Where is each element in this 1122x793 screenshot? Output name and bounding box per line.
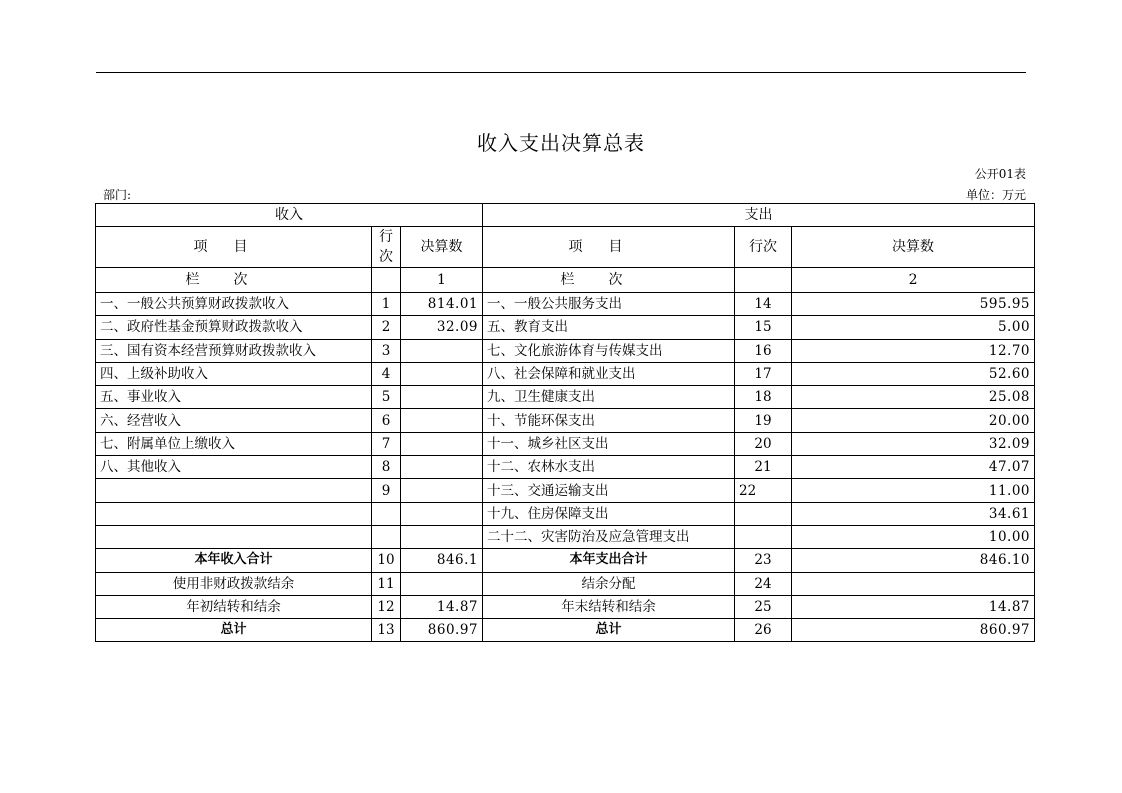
income-col-label: 栏次 bbox=[96, 268, 372, 293]
income-amount bbox=[401, 525, 483, 548]
grand-expense-amount: 860.97 bbox=[792, 619, 1035, 642]
income-amount bbox=[401, 409, 483, 432]
income-amount bbox=[401, 339, 483, 362]
table-row bbox=[96, 386, 1035, 409]
expense-item: 十、节能环保支出 bbox=[483, 409, 735, 432]
expense-row-no: 19 bbox=[735, 409, 792, 432]
grand-total-row bbox=[96, 619, 1035, 642]
expense-item: 八、社会保障和就业支出 bbox=[483, 362, 735, 385]
income-item: 八、其他收入 bbox=[96, 456, 372, 479]
annual-total-row bbox=[96, 549, 1035, 572]
distribution-label: 结余分配 bbox=[483, 572, 735, 595]
grand-income-amount: 860.97 bbox=[401, 619, 483, 642]
page-title: 收入支出决算总表 bbox=[477, 131, 645, 155]
expense-amount: 10.00 bbox=[792, 525, 1035, 548]
expense-item: 十三、交通运输支出 bbox=[483, 479, 735, 502]
expense-amount: 20.00 bbox=[792, 409, 1035, 432]
income-row-no: 4 bbox=[372, 362, 401, 385]
income-amount bbox=[401, 362, 483, 385]
income-total-amount: 846.1 bbox=[401, 549, 483, 572]
expense-total-amount: 846.10 bbox=[792, 549, 1035, 572]
expense-item: 二十二、灾害防治及应急管理支出 bbox=[483, 525, 735, 548]
opening-label: 年初结转和结余 bbox=[96, 595, 372, 618]
table-row bbox=[96, 432, 1035, 455]
expense-total-label: 本年支出合计 bbox=[483, 549, 735, 572]
expense-amount: 11.00 bbox=[792, 479, 1035, 502]
table-row bbox=[96, 316, 1035, 339]
income-item: 五、事业收入 bbox=[96, 386, 372, 409]
expense-item: 五、教育支出 bbox=[483, 316, 735, 339]
expense-row-no: 17 bbox=[735, 362, 792, 385]
grand-expense-label: 总计 bbox=[483, 619, 735, 642]
expense-item: 十一、城乡社区支出 bbox=[483, 432, 735, 455]
income-amount bbox=[401, 432, 483, 455]
expense-amount: 595.95 bbox=[792, 293, 1035, 316]
top-rule bbox=[96, 72, 1026, 73]
grand-income-no: 13 bbox=[372, 619, 401, 642]
income-item: 六、经营收入 bbox=[96, 409, 372, 432]
income-item bbox=[96, 525, 372, 548]
income-item bbox=[96, 502, 372, 525]
income-row-no-header bbox=[372, 227, 401, 268]
income-row-no: 9 bbox=[372, 479, 401, 502]
expense-row-no-header: 行次 bbox=[735, 227, 792, 268]
expense-item: 七、文化旅游体育与传媒支出 bbox=[483, 339, 735, 362]
closing-amount: 14.87 bbox=[792, 595, 1035, 618]
expense-col-no: 2 bbox=[792, 268, 1035, 293]
table-row bbox=[96, 409, 1035, 432]
distribution-no: 24 bbox=[735, 572, 792, 595]
expense-amount: 5.00 bbox=[792, 316, 1035, 339]
unit-label: 单位：万元 bbox=[965, 188, 1026, 202]
expense-row-no: 20 bbox=[735, 432, 792, 455]
expense-row-no: 16 bbox=[735, 339, 792, 362]
expense-amount: 52.60 bbox=[792, 362, 1035, 385]
row-no-top: 行 bbox=[379, 229, 393, 245]
income-row-no: 1 bbox=[372, 293, 401, 316]
income-item: 一、一般公共预算财政拨款收入 bbox=[96, 293, 372, 316]
expense-item: 九、卫生健康支出 bbox=[483, 386, 735, 409]
row-no-bottom: 次 bbox=[379, 249, 393, 265]
expense-amount: 32.09 bbox=[792, 432, 1035, 455]
opening-no: 12 bbox=[372, 595, 401, 618]
income-amount bbox=[401, 479, 483, 502]
nonfiscal-label: 使用非财政拨款结余 bbox=[96, 572, 372, 595]
income-item-header: 项目 bbox=[96, 227, 372, 268]
header-main-row bbox=[96, 204, 1035, 227]
expense-row-no: 21 bbox=[735, 456, 792, 479]
income-amount bbox=[401, 456, 483, 479]
table-row bbox=[96, 362, 1035, 385]
income-row-no: 6 bbox=[372, 409, 401, 432]
income-header: 收入 bbox=[96, 204, 483, 227]
income-row-no bbox=[372, 525, 401, 548]
expense-row-no: 15 bbox=[735, 316, 792, 339]
expense-row-no: 18 bbox=[735, 386, 792, 409]
income-item: 二、政府性基金预算财政拨款收入 bbox=[96, 316, 372, 339]
income-total-label: 本年收入合计 bbox=[96, 549, 372, 572]
expense-amount: 25.08 bbox=[792, 386, 1035, 409]
income-row-no: 8 bbox=[372, 456, 401, 479]
table-row bbox=[96, 525, 1035, 548]
income-row-no: 3 bbox=[372, 339, 401, 362]
closing-no: 25 bbox=[735, 595, 792, 618]
distribution-amount bbox=[792, 572, 1035, 595]
income-amount bbox=[401, 502, 483, 525]
income-col-no: 1 bbox=[401, 268, 483, 293]
table-row bbox=[96, 293, 1035, 316]
department-label: 部门: bbox=[103, 188, 132, 202]
grand-income-label: 总计 bbox=[96, 619, 372, 642]
income-row-no bbox=[372, 502, 401, 525]
income-row-no: 5 bbox=[372, 386, 401, 409]
expense-total-no: 23 bbox=[735, 549, 792, 572]
expense-item: 十二、农林水支出 bbox=[483, 456, 735, 479]
income-item: 四、上级补助收入 bbox=[96, 362, 372, 385]
form-code: 公开01表 bbox=[974, 167, 1026, 181]
expense-item: 一、一般公共服务支出 bbox=[483, 293, 735, 316]
expense-amount: 47.07 bbox=[792, 456, 1035, 479]
income-item bbox=[96, 479, 372, 502]
table-row bbox=[96, 339, 1035, 362]
opening-amount: 14.87 bbox=[401, 595, 483, 618]
expense-row-no: 14 bbox=[735, 293, 792, 316]
closing-label: 年末结转和结余 bbox=[483, 595, 735, 618]
income-expense-table bbox=[95, 203, 1035, 642]
header-sub-row bbox=[96, 227, 1035, 268]
header-col-row bbox=[96, 268, 1035, 293]
expense-header: 支出 bbox=[483, 204, 1035, 227]
income-amount-header: 决算数 bbox=[401, 227, 483, 268]
income-row-no: 7 bbox=[372, 432, 401, 455]
grand-expense-no: 26 bbox=[735, 619, 792, 642]
expense-row-no bbox=[735, 525, 792, 548]
income-row-no: 2 bbox=[372, 316, 401, 339]
income-amount bbox=[401, 386, 483, 409]
expense-row-no bbox=[735, 502, 792, 525]
table-row bbox=[96, 502, 1035, 525]
nonfiscal-amount bbox=[401, 572, 483, 595]
expense-amount-header: 决算数 bbox=[792, 227, 1035, 268]
balance-row bbox=[96, 572, 1035, 595]
table-row bbox=[96, 479, 1035, 502]
nonfiscal-no: 11 bbox=[372, 572, 401, 595]
expense-item-header: 项目 bbox=[483, 227, 735, 268]
income-col-blank bbox=[372, 268, 401, 293]
carryover-row bbox=[96, 595, 1035, 618]
income-item: 七、附属单位上缴收入 bbox=[96, 432, 372, 455]
expense-amount: 12.70 bbox=[792, 339, 1035, 362]
expense-item: 十九、住房保障支出 bbox=[483, 502, 735, 525]
income-amount: 32.09 bbox=[401, 316, 483, 339]
table-row bbox=[96, 456, 1035, 479]
expense-amount: 34.61 bbox=[792, 502, 1035, 525]
income-total-no: 10 bbox=[372, 549, 401, 572]
expense-col-blank bbox=[735, 268, 792, 293]
expense-col-label: 栏次 bbox=[483, 268, 735, 293]
expense-row-no: 22 bbox=[735, 479, 792, 502]
income-amount: 814.01 bbox=[401, 293, 483, 316]
income-item: 三、国有资本经营预算财政拨款收入 bbox=[96, 339, 372, 362]
